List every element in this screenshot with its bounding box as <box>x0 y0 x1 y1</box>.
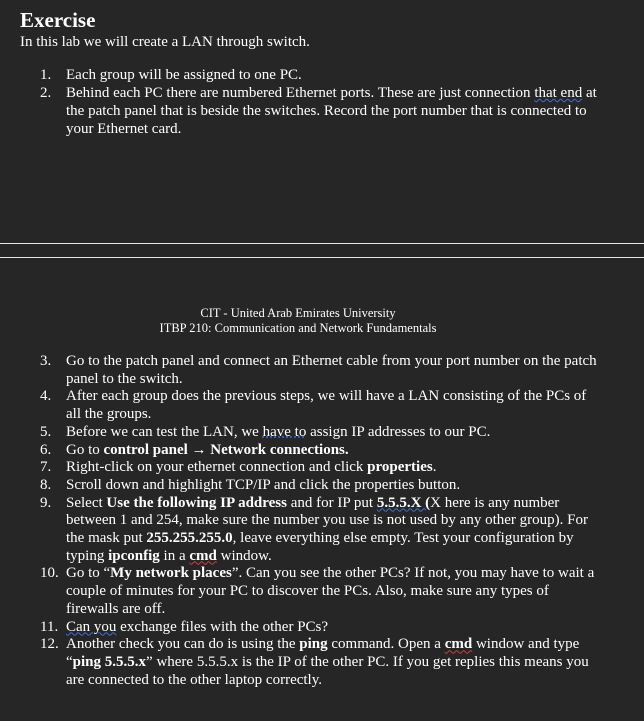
page-break-line <box>0 257 644 258</box>
list-item <box>40 565 600 618</box>
list-item <box>40 495 600 566</box>
list-number: 6. <box>40 441 52 458</box>
page-header <box>0 306 596 336</box>
list-text: Can you exchange files with the other PCs? <box>66 618 329 635</box>
list-number: 7. <box>40 459 52 476</box>
steps-list <box>40 353 600 689</box>
page-1-bottom <box>0 0 644 243</box>
list-text: Before we can test the LAN, we have to assign IP addresses to our PC. <box>66 423 491 440</box>
header-line-2: ITBP 210: Communication and Network Fundamentals <box>159 321 437 335</box>
list-number: 1. <box>40 67 52 83</box>
list-item <box>40 388 600 423</box>
list-item <box>40 477 600 495</box>
list-text: Go to “My network places”. Can you see the other PCs? If not, you may have to wait a couple of minutes for your PC to discover the PCs. Also, make sure any types of firewalls are off. <box>66 565 595 617</box>
list-item <box>40 353 600 388</box>
list-text: Another check you can do is using the ping command. Open a cmd window and type “ping 5.5.5.x” where 5.5.5.x is the IP of the other PC. If you get replies this means you are connected to the other laptop correctly. <box>66 636 589 688</box>
list-number: 5. <box>40 423 52 440</box>
list-item <box>40 66 600 84</box>
list-text: Each group will be assigned to one PC. <box>66 67 302 83</box>
list-number: 2. <box>40 85 52 101</box>
list-number: 9. <box>40 494 52 511</box>
list-text: Go to control panel → Network connections. <box>66 441 349 458</box>
steps-list-top <box>40 66 600 138</box>
list-number: 11. <box>40 618 59 635</box>
list-text: Go to the patch panel and connect an Ethernet cable from your port number on the patch panel to the switch. <box>66 353 597 387</box>
list-number: 3. <box>40 353 52 369</box>
exercise-title: Exercise <box>20 8 96 32</box>
list-item <box>40 636 600 689</box>
list-item <box>40 424 600 442</box>
list-number: 8. <box>40 476 52 493</box>
list-text: Right-click on your ethernet connection and click properties. <box>66 459 437 476</box>
list-number: 10. <box>40 565 59 582</box>
page-break-line <box>0 243 644 244</box>
list-number: 4. <box>40 388 52 405</box>
list-item <box>40 84 600 138</box>
list-text: Select Use the following IP address and for IP put 5.5.5.X (X here is any number between 1 and 254, make sure the number you use is not used by any other group). For the mask put 255.255.255.0, leave everything else empty. Test your configuration by typing ipconfig in a cmd window. <box>66 494 588 564</box>
list-text: After each group does the previous steps, we will have a LAN consisting of the PCs of all the groups. <box>66 388 587 423</box>
list-text: Behind each PC there are numbered Ethernet ports. These are just connection that end at the patch panel that is beside the switches. Record the port number that is connected to your Ethernet card. <box>66 85 597 137</box>
list-number: 12. <box>40 636 59 653</box>
list-item <box>40 442 600 460</box>
header-line-1: CIT - United Arab Emirates University <box>200 306 396 320</box>
list-item <box>40 459 600 477</box>
intro-text: In this lab we will create a LAN through switch. <box>20 34 310 50</box>
list-item <box>40 619 600 637</box>
list-text: Scroll down and highlight TCP/IP and click the properties button. <box>66 476 461 493</box>
